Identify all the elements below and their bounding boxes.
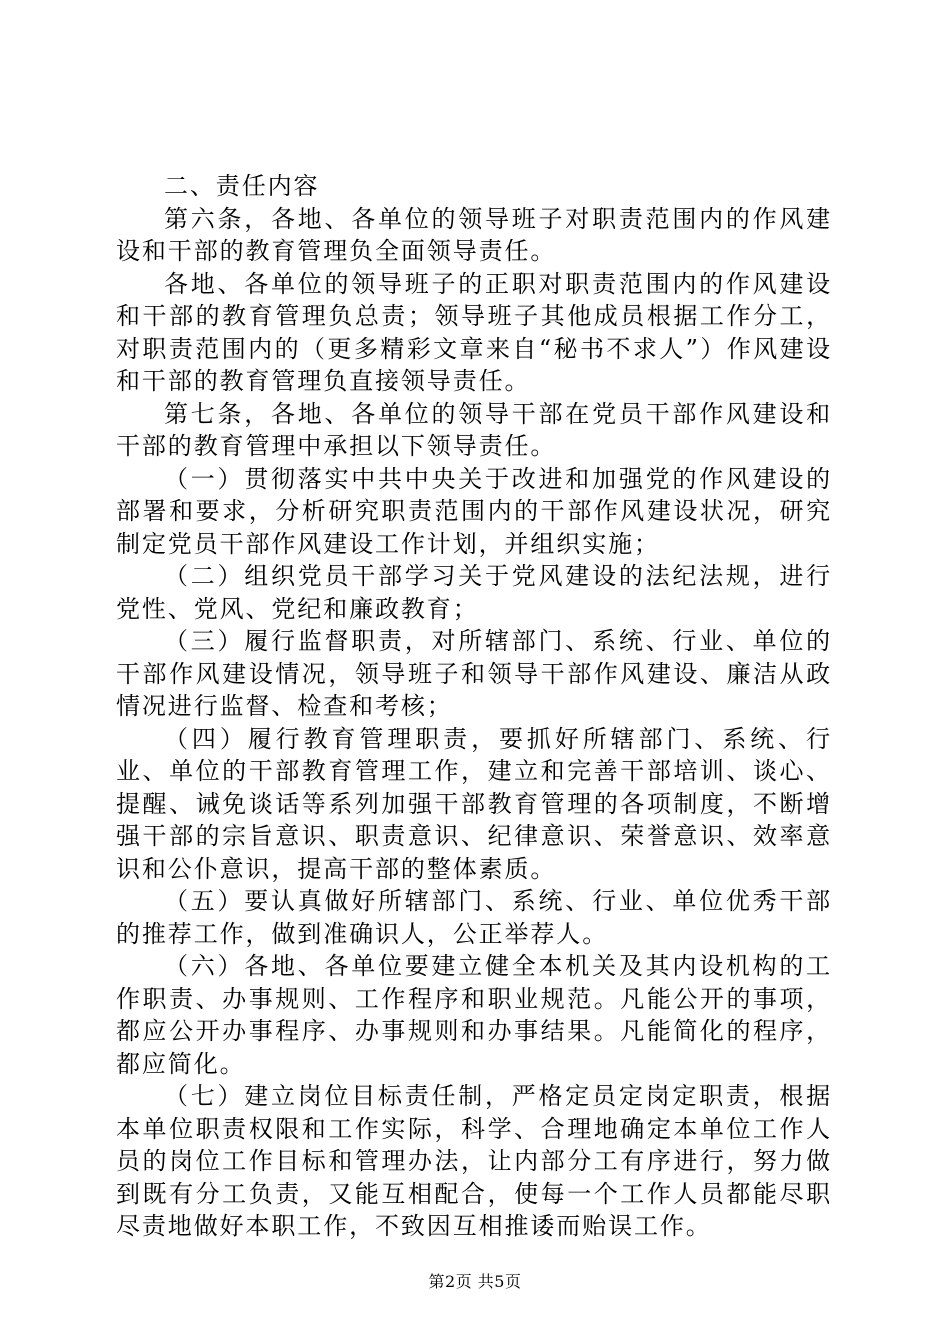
document-body [116, 170, 832, 1243]
paragraph-item-6: （六）各地、各单位要建立健全本机关及其内设机构的工作职责、办事规则、工作程序和职业规范。凡能公开的事项，都应公开办事程序、办事规则和办事结果。凡能简化的程序，都应简化。 [116, 952, 832, 1078]
paragraph-item-4: （四）履行教育管理职责，要抓好所辖部门、系统、行业、单位的干部教育管理工作，建立和完善干部培训、谈心、提醒、诫免谈话等系列加强干部教育管理的各项制度，不断增强干部的宗旨意识、职责意识、纪律意识、荣誉意识、效率意识和公仆意识，提高干部的整体素质。 [116, 724, 832, 883]
paragraph-item-1: （一）贯彻落实中共中央关于改进和加强党的作风建设的部署和要求，分析研究职责范围内的干部作风建设状况，研究制定党员干部作风建设工作计划，并组织实施； [116, 464, 832, 558]
paragraph-item-7: （七）建立岗位目标责任制，严格定员定岗定职责，根据本单位职责权限和工作实际，科学、合理地确定本单位工作人员的岗位工作目标和管理办法，让内部分工有序进行，努力做到既有分工负责，又能互相配合，使每一个工作人员都能尽职尽责地做好本职工作，不致因互相推诿而贻误工作。 [116, 1082, 832, 1240]
paragraph-article-6: 第六条，各地、各单位的领导班子对职责范围内的作风建设和干部的教育管理负全面领导责任。 [116, 204, 832, 265]
page-number-footer: 第2页 共5页 [428, 1272, 522, 1291]
paragraph-item-5: （五）要认真做好所辖部门、系统、行业、单位优秀干部的推荐工作，做到准确识人，公正举荐人。 [116, 887, 832, 948]
paragraph-article-7: 第七条，各地、各单位的领导干部在党员干部作风建设和干部的教育管理中承担以下领导责任。 [116, 399, 832, 460]
paragraph-leadership-duty: 各地、各单位的领导班子的正职对职责范围内的作风建设和干部的教育管理负总责；领导班子其他成员根据工作分工，对职责范围内的（更多精彩文章来自“秘书不求人”）作风建设和干部的教育管理负直接领导责任。 [116, 269, 832, 395]
section-heading: 二、责任内容 [164, 172, 320, 200]
paragraph-item-3: （三）履行监督职责，对所辖部门、系统、行业、单位的干部作风建设情况，领导班子和领导干部作风建设、廉洁从政情况进行监督、检查和考核； [116, 627, 832, 720]
paragraph-item-2: （二）组织党员干部学习关于党风建设的法纪法规，进行党性、党风、党纪和廉政教育； [116, 562, 832, 623]
